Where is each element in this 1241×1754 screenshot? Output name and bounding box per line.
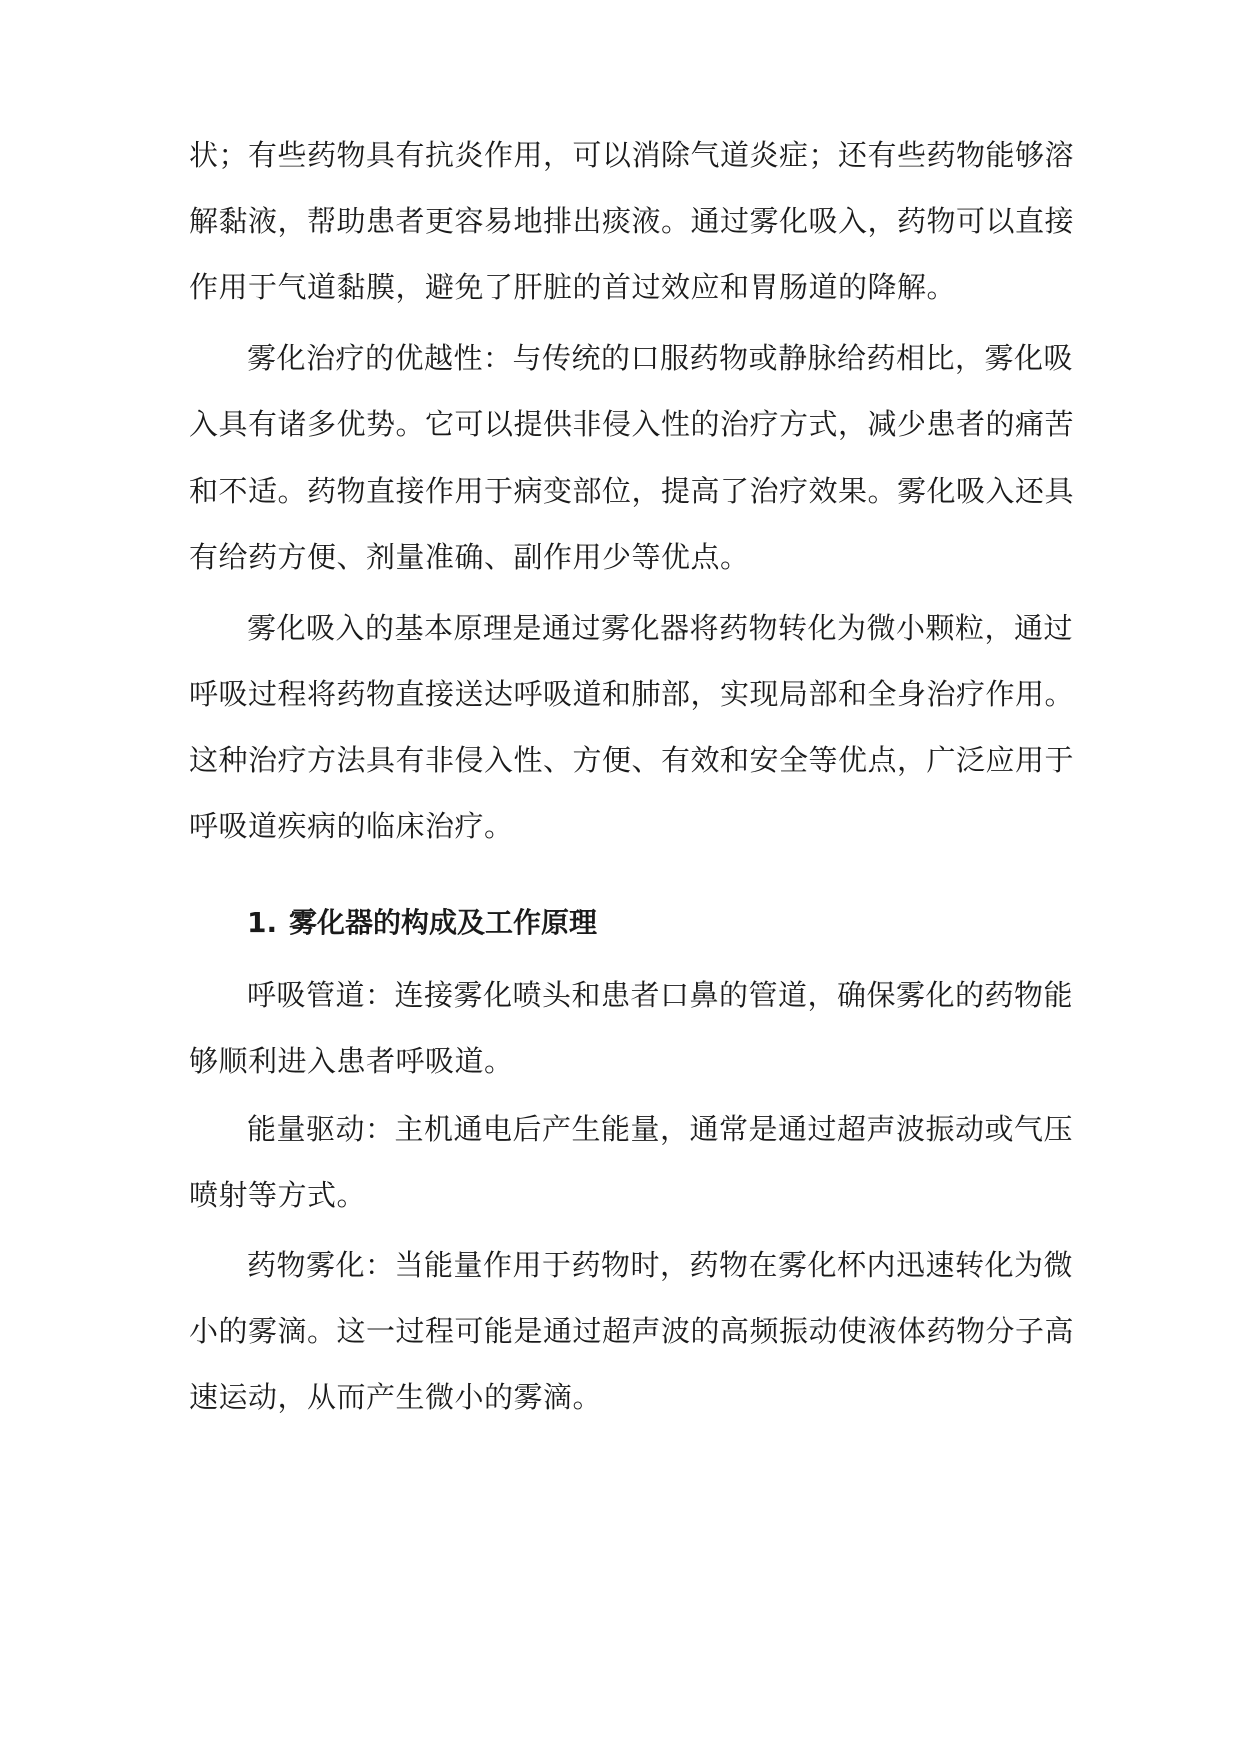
body-text-line: 能量驱动：主机通电后产生能量，通常是通过超声波振动或气压 <box>247 1112 1074 1146</box>
body-text-line: 药物雾化：当能量作用于药物时，药物在雾化杯内迅速转化为微 <box>247 1248 1074 1282</box>
body-text-line: 状；有些药物具有抗炎作用，可以消除气道炎症；还有些药物能够溶 <box>189 138 1075 172</box>
body-text-line: 雾化吸入的基本原理是通过雾化器将药物转化为微小颗粒，通过 <box>247 611 1074 645</box>
body-text-line: 小的雾滴。这一过程可能是通过超声波的高频振动使液体药物分子高 <box>189 1314 1075 1348</box>
section-number: 1. <box>247 906 278 939</box>
body-text-line: 入具有诸多优势。它可以提供非侵入性的治疗方式，减少患者的痛苦 <box>189 407 1075 441</box>
body-text-line: 这种治疗方法具有非侵入性、方便、有效和安全等优点，广泛应用于 <box>189 743 1075 777</box>
body-text-line: 作用于气道黏膜，避免了肝脏的首过效应和胃肠道的降解。 <box>189 270 957 304</box>
body-text-line: 有给药方便、剂量准确、副作用少等优点。 <box>189 540 750 574</box>
body-text-line: 够顺利进入患者呼吸道。 <box>189 1044 514 1078</box>
body-text-line: 雾化治疗的优越性：与传统的口服药物或静脉给药相比，雾化吸 <box>247 341 1074 375</box>
body-text-line: 和不适。药物直接作用于病变部位，提高了治疗效果。雾化吸入还具 <box>189 474 1075 508</box>
body-text-line: 解黏液，帮助患者更容易地排出痰液。通过雾化吸入，药物可以直接 <box>189 204 1075 238</box>
body-text-line: 呼吸过程将药物直接送达呼吸道和肺部，实现局部和全身治疗作用。 <box>189 677 1075 711</box>
section-title: 雾化器的构成及工作原理 <box>289 906 598 939</box>
body-text-line: 呼吸道疾病的临床治疗。 <box>189 809 514 843</box>
section-heading <box>247 903 597 943</box>
body-text-line: 呼吸管道：连接雾化喷头和患者口鼻的管道，确保雾化的药物能 <box>247 978 1074 1012</box>
body-text-line: 喷射等方式。 <box>189 1178 367 1212</box>
body-text-line: 速运动，从而产生微小的雾滴。 <box>189 1380 603 1414</box>
